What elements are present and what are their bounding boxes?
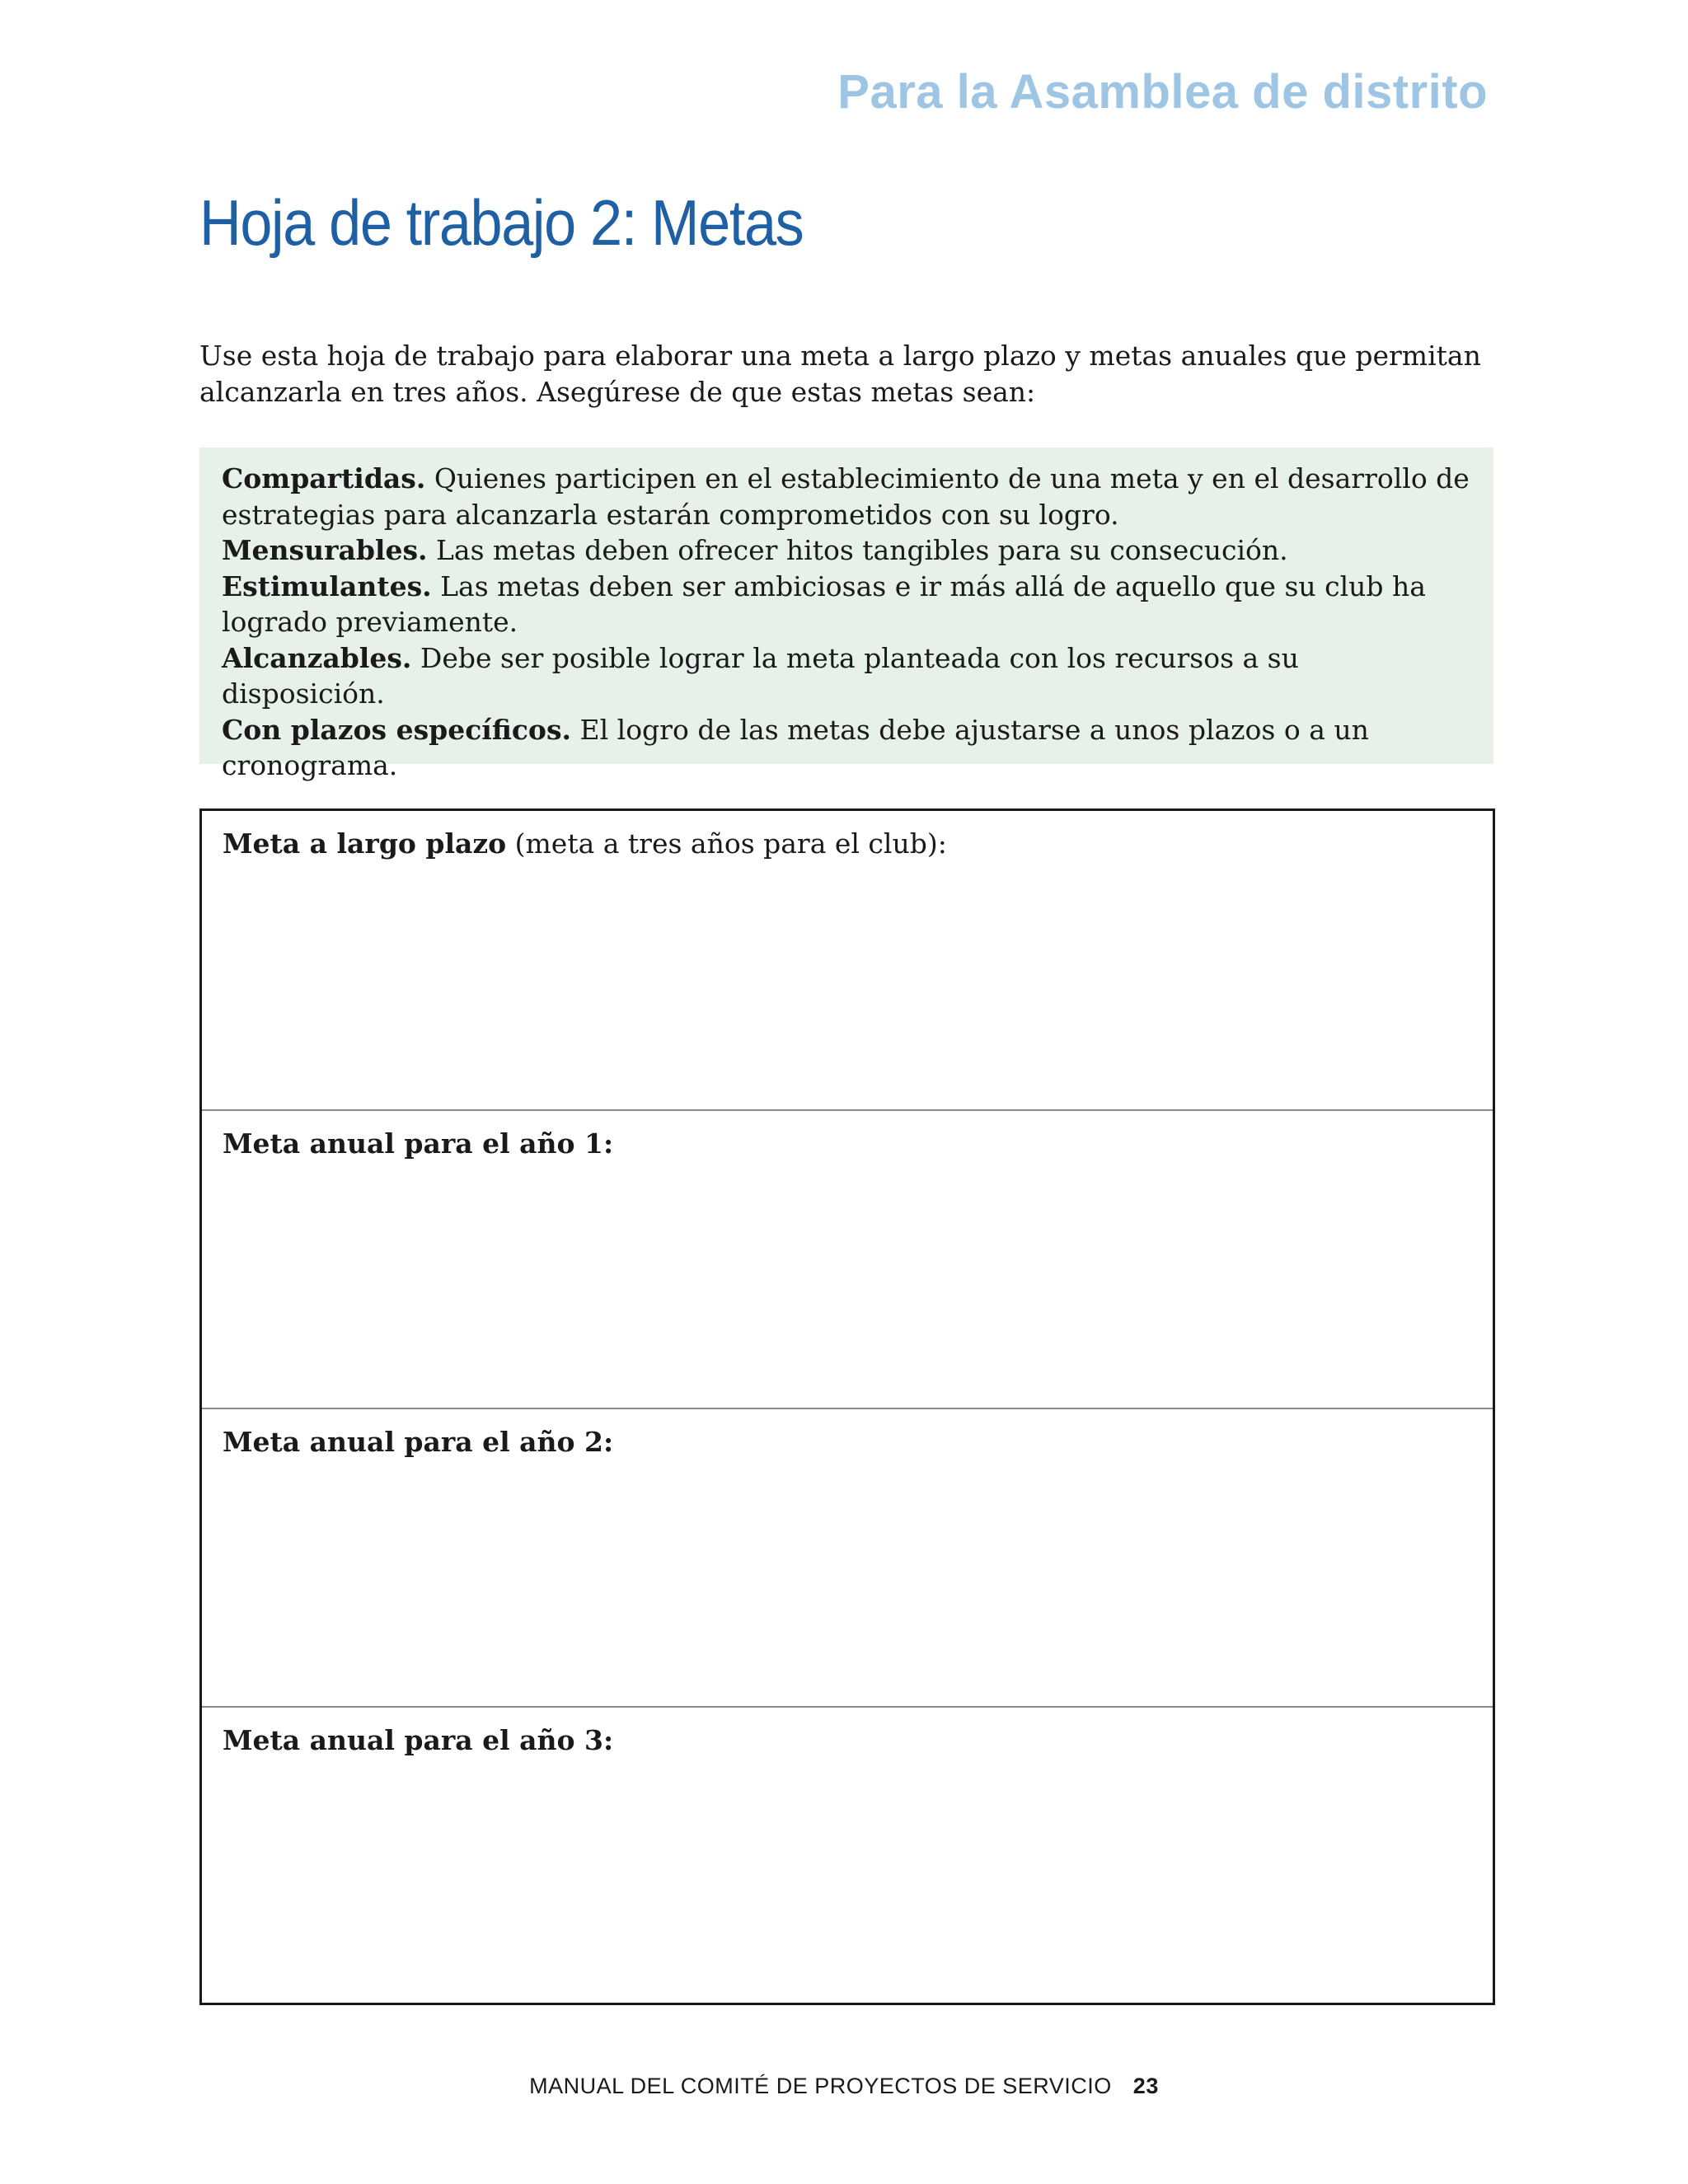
criterion-text: Debe ser posible lograr la meta planteada con los recursos a su disposición. (222, 641, 1299, 710)
page-footer (0, 2074, 1688, 2099)
criterion-term: Alcanzables. (222, 641, 412, 674)
goals-worksheet-table (199, 808, 1495, 2005)
criterion-term: Con plazos específicos. (222, 713, 572, 746)
criterion-term: Compartidas. (222, 462, 426, 494)
year3-goal-field[interactable] (202, 1706, 1493, 2003)
criterion-text: El logro de las metas debe ajustarse a unos plazos o a un cronograma. (222, 713, 1369, 781)
criterion-text: Quienes participen en el establecimiento de una meta y en el desarrollo de estrategias para alcanzarla estarán comprometidos con su logro. (222, 462, 1470, 531)
year1-goal-field[interactable] (202, 1109, 1493, 1408)
criterion-shared (222, 461, 1470, 532)
year3-goal-label: Meta anual para el año 3: (223, 1724, 614, 1756)
long-term-goal-label: Meta a largo plazo (223, 827, 507, 860)
intro-paragraph: Use esta hoja de trabajo para elaborar una meta a largo plazo y metas anuales que permitan alcanzarla en tres años. Asegúrese de que estas metas sean: (199, 340, 1481, 408)
long-term-goal-note: (meta a tres años para el club): (506, 827, 947, 860)
year2-goal-label: Meta anual para el año 2: (223, 1426, 614, 1458)
criterion-measurable (222, 532, 1470, 569)
criterion-attainable (222, 640, 1470, 712)
page-title: Hoja de trabajo 2: Metas (199, 186, 804, 259)
criterion-term: Mensurables. (222, 534, 428, 566)
criterion-term: Estimulantes. (222, 569, 432, 602)
criterion-text: Las metas deben ofrecer hitos tangibles para su consecución. (427, 534, 1288, 566)
footer-manual-title: MANUAL DEL COMITÉ DE PROYECTOS DE SERVICIO (529, 2074, 1112, 2098)
criterion-challenging (222, 569, 1470, 640)
year2-goal-field[interactable] (202, 1408, 1493, 1706)
section-tag: Para la Asamblea de distrito (837, 65, 1488, 119)
year1-goal-label: Meta anual para el año 1: (223, 1127, 614, 1160)
criteria-box (199, 448, 1493, 781)
page-number: 23 (1132, 2074, 1159, 2098)
long-term-goal-field[interactable] (202, 811, 1493, 1109)
criterion-text: Las metas deben ser ambiciosas e ir más allá de aquello que su club ha logrado previamente. (222, 569, 1426, 638)
criterion-time-specific (222, 712, 1470, 784)
